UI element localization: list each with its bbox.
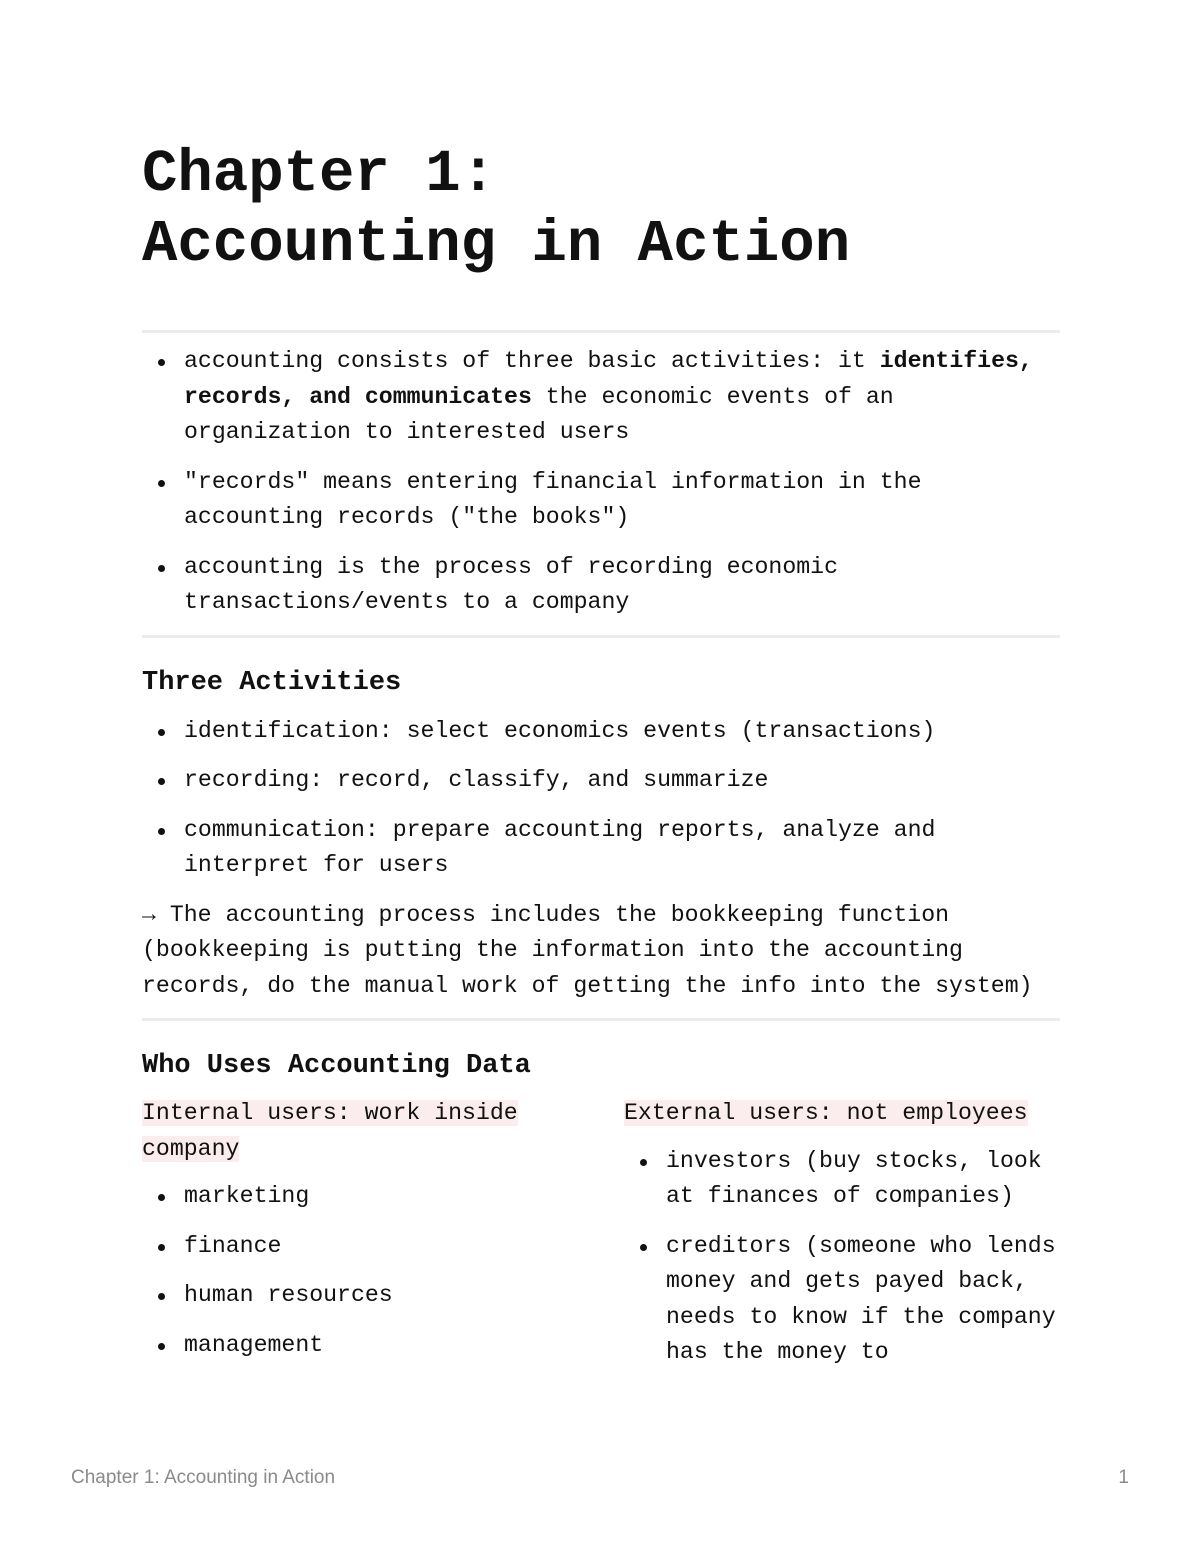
internal-users-column [142,1096,542,1371]
internal-users-list [142,1179,542,1363]
document-page [142,140,1060,1371]
highlighted-text: Internal users: work inside company [142,1100,518,1162]
divider [142,330,1060,333]
list-item-text: the economic events of an organization to interested users [184,383,894,445]
divider [142,1018,1060,1021]
list-item: creditors (someone who lends money and gets payed back, needs to know if the company has the money to [624,1229,1060,1371]
list-item: management [142,1328,542,1364]
bold-text: identifies, records, and communicates [184,348,1033,410]
list-item: marketing [142,1179,542,1215]
list-item [142,344,1060,451]
list-item: human resources [142,1278,542,1314]
footer-title: Chapter 1: Accounting in Action [71,1467,336,1488]
activities-list [142,714,1060,884]
page-title-line-1: Chapter 1: [142,141,497,208]
page-footer [71,1464,1129,1492]
external-users-label [624,1096,1060,1132]
section-heading-three-activities: Three Activities [142,667,402,698]
list-item: investors (buy stocks, look at finances of companies) [624,1144,1060,1215]
list-item: accounting is the process of recording economic transactions/events to a company [142,550,1060,621]
note-line: (bookkeeping is putting the information into the accounting [142,937,963,963]
highlighted-text: External users: not employees [624,1100,1028,1126]
list-item: communication: prepare accounting reports, analyze and interpret for users [142,813,1060,884]
note-line: → The accounting process includes the bookkeeping function [142,901,950,928]
page-number: 1 [1118,1467,1129,1488]
intro-list [142,344,1060,621]
note-line: records, do the manual work of getting the info into the system) [142,972,1033,999]
external-users-column [624,1096,1060,1371]
list-item: identification: select economics events (transactions) [142,714,1060,750]
page-title-line-2: Accounting in Action [142,211,851,278]
list-item-text: accounting consists of three basic activities: it [184,348,880,374]
section-heading-who-uses: Who Uses Accounting Data [142,1051,531,1081]
page-title [142,140,1060,280]
list-item: recording: record, classify, and summarize [142,763,1060,799]
list-item: "records" means entering financial information in the accounting records ("the books") [142,465,1060,536]
internal-users-label [142,1096,542,1167]
external-users-list [624,1144,1060,1371]
list-item: finance [142,1229,542,1265]
bookkeeping-note [142,898,1060,1005]
users-columns [142,1096,1060,1371]
divider [142,635,1060,638]
